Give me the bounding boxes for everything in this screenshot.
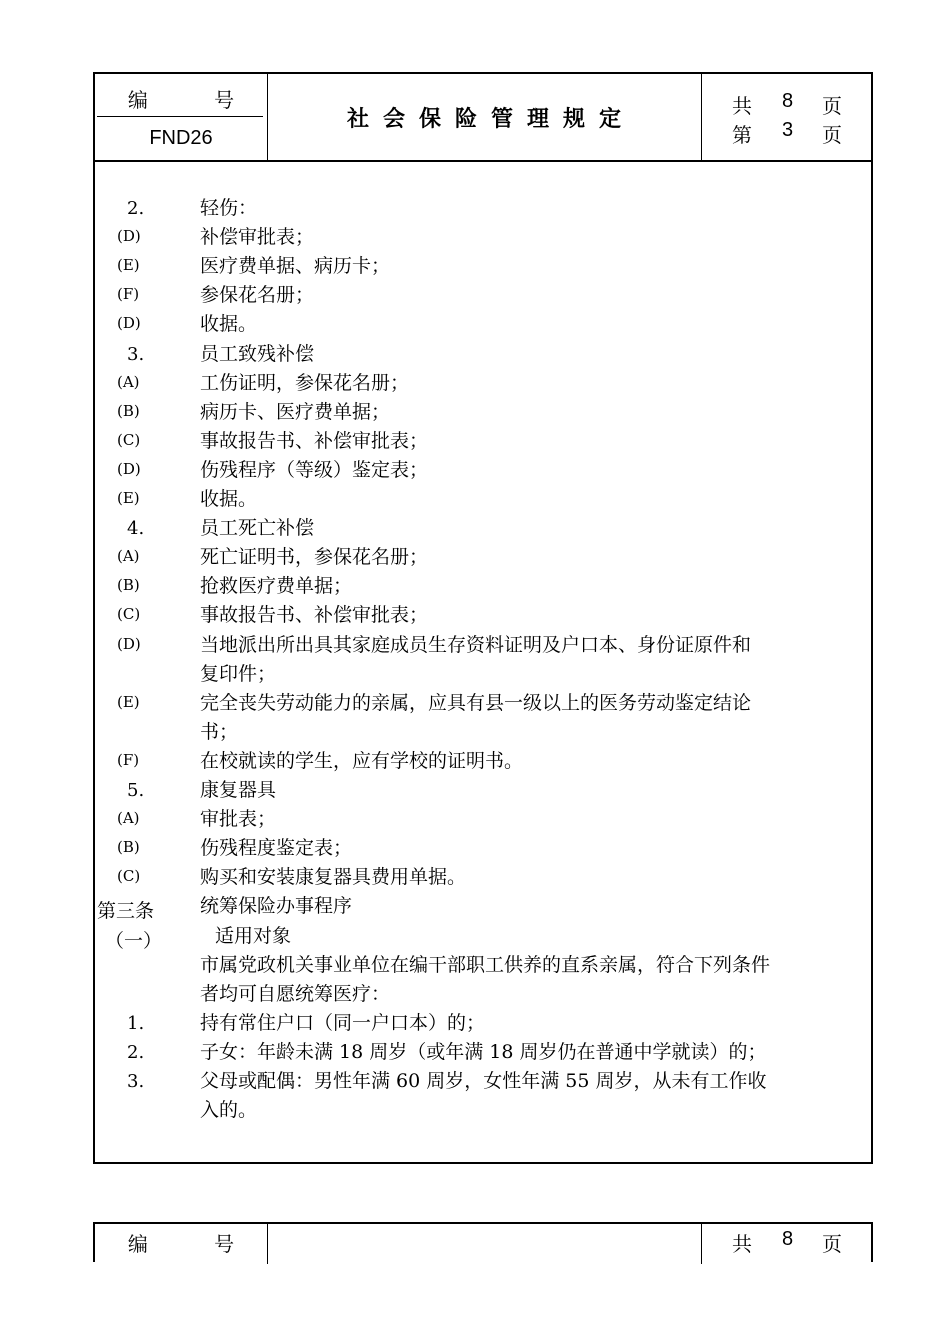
document-header	[95, 74, 871, 162]
content-line	[95, 951, 871, 980]
code-label: 编 号	[127, 88, 265, 112]
item-text: 父母或配偶：男性年满 60 周岁，女性年满 55 周岁，从未有工作收	[200, 1070, 767, 1092]
content-line	[95, 776, 871, 805]
content-line	[95, 1009, 871, 1038]
item-label: 5.	[127, 780, 145, 801]
item-text: 事故报告书、补偿审批表；	[200, 604, 429, 627]
item-label: (B)	[117, 401, 140, 420]
content-line	[95, 194, 871, 223]
content-line	[95, 514, 871, 543]
item-text: 审批表；	[200, 808, 277, 831]
content-line	[95, 572, 871, 601]
content-line	[95, 456, 871, 485]
item-label: 4.	[127, 518, 145, 540]
item-text: 参保花名册；	[200, 284, 315, 307]
next-code-label: 编 号	[127, 1232, 265, 1256]
next-page-count-cell	[701, 1224, 872, 1264]
content-line	[95, 543, 871, 572]
content-line	[95, 631, 871, 660]
item-text: 伤残程度鉴定表；	[200, 837, 353, 860]
document-code: FND26	[149, 127, 213, 149]
item-label: (E)	[117, 692, 140, 711]
item-text: 当地派出所出具其家庭成员生存资料证明及户口本、身份证原件和	[200, 633, 752, 656]
item-label: (F)	[117, 285, 140, 304]
content-line	[95, 834, 871, 863]
content-line	[95, 485, 871, 514]
item-text: 康复器具	[200, 779, 277, 801]
item-text: 补偿审批表；	[200, 226, 315, 249]
item-label: 2.	[127, 1041, 145, 1063]
content-line	[95, 689, 871, 718]
item-label: (E)	[117, 256, 140, 275]
content-line	[95, 892, 871, 921]
item-text: 事故报告书、补偿审批表；	[200, 429, 429, 452]
item-label: (C)	[117, 430, 141, 449]
item-label: 3.	[127, 343, 145, 365]
content-line	[95, 252, 871, 281]
next-page-header	[93, 1222, 873, 1262]
item-label: (E)	[117, 489, 140, 507]
next-total-pages: 共 8 页	[732, 1228, 842, 1256]
current-page: 第 3 页	[732, 119, 842, 147]
item-label: 3.	[127, 1071, 145, 1092]
content-line	[95, 1067, 871, 1096]
content-line	[95, 980, 871, 1009]
item-text: 病历卡、医疗费单据；	[200, 400, 391, 423]
item-label: (D)	[117, 227, 141, 246]
item-text: 员工死亡补偿	[200, 517, 315, 540]
item-text: 员工致残补偿	[200, 342, 315, 365]
code-cell	[95, 74, 268, 160]
content-line	[95, 718, 871, 747]
content-line	[95, 340, 871, 369]
item-text: 完全丧失劳动能力的亲属，应具有县一级以上的医务劳动鉴定结论	[200, 691, 752, 714]
item-text: 收据。	[200, 313, 258, 336]
item-text: 书；	[200, 720, 239, 743]
item-label: 第三条	[97, 900, 155, 923]
item-text: 轻伤：	[200, 197, 258, 219]
code-divider	[97, 116, 263, 117]
item-label: (B)	[117, 838, 140, 857]
content-line	[95, 1038, 871, 1067]
document-page	[93, 72, 873, 1164]
item-text: 在校就读的学生，应有学校的证明书。	[200, 749, 524, 772]
content-line	[95, 281, 871, 310]
item-text: 持有常住户口（同一户口本）的；	[200, 1011, 486, 1034]
content-line	[95, 863, 871, 892]
total-pages: 共 8 页	[732, 90, 842, 118]
item-label: (D)	[117, 459, 141, 478]
item-text: 收据。	[200, 488, 258, 510]
item-text: 入的。	[200, 1099, 258, 1122]
content-line	[95, 310, 871, 339]
item-label: (A)	[117, 547, 140, 566]
item-label: (A)	[117, 372, 140, 391]
content-line	[95, 369, 871, 398]
content-line	[95, 805, 871, 834]
item-label: (B)	[117, 576, 140, 595]
item-text: 市属党政机关事业单位在编干部职工供养的直系亲属，符合下列条件	[200, 953, 771, 976]
item-label: （一）	[105, 929, 163, 952]
item-label: 2.	[127, 198, 145, 219]
content-line	[95, 223, 871, 252]
item-label: (A)	[117, 809, 140, 828]
content-line	[95, 1096, 871, 1125]
item-label: 1.	[127, 1012, 145, 1034]
content-line	[95, 660, 871, 689]
item-text: 者均可自愿统筹医疗：	[200, 982, 391, 1005]
item-text: 医疗费单据、病历卡；	[200, 255, 391, 278]
item-text: 统筹保险办事程序	[200, 895, 353, 918]
content-line	[95, 922, 871, 951]
item-label: (C)	[117, 605, 141, 624]
item-text: 子女：年龄未满 18 周岁（或年满 18 周岁仍在普通中学就读）的；	[200, 1040, 767, 1063]
content-line	[95, 427, 871, 456]
content-line	[95, 601, 871, 630]
item-label: (D)	[117, 314, 141, 333]
item-text: 购买和安装康复器具费用单据。	[200, 866, 467, 889]
item-text: 伤残程序（等级）鉴定表；	[200, 458, 429, 481]
item-label: (F)	[117, 750, 140, 769]
next-code-cell	[95, 1224, 268, 1264]
content-line	[95, 398, 871, 427]
content-line	[95, 747, 871, 776]
item-text: 适用对象	[215, 924, 292, 947]
item-text: 工伤证明，参保花名册；	[200, 371, 410, 394]
item-text: 复印件；	[200, 662, 277, 685]
item-text: 抢救医疗费单据；	[200, 575, 353, 598]
item-text: 死亡证明书，参保花名册；	[200, 546, 429, 569]
item-label: (D)	[117, 634, 141, 653]
item-label: (C)	[117, 867, 141, 886]
document-title: 社会保险管理规定	[346, 106, 635, 132]
page-count-cell	[701, 74, 872, 160]
